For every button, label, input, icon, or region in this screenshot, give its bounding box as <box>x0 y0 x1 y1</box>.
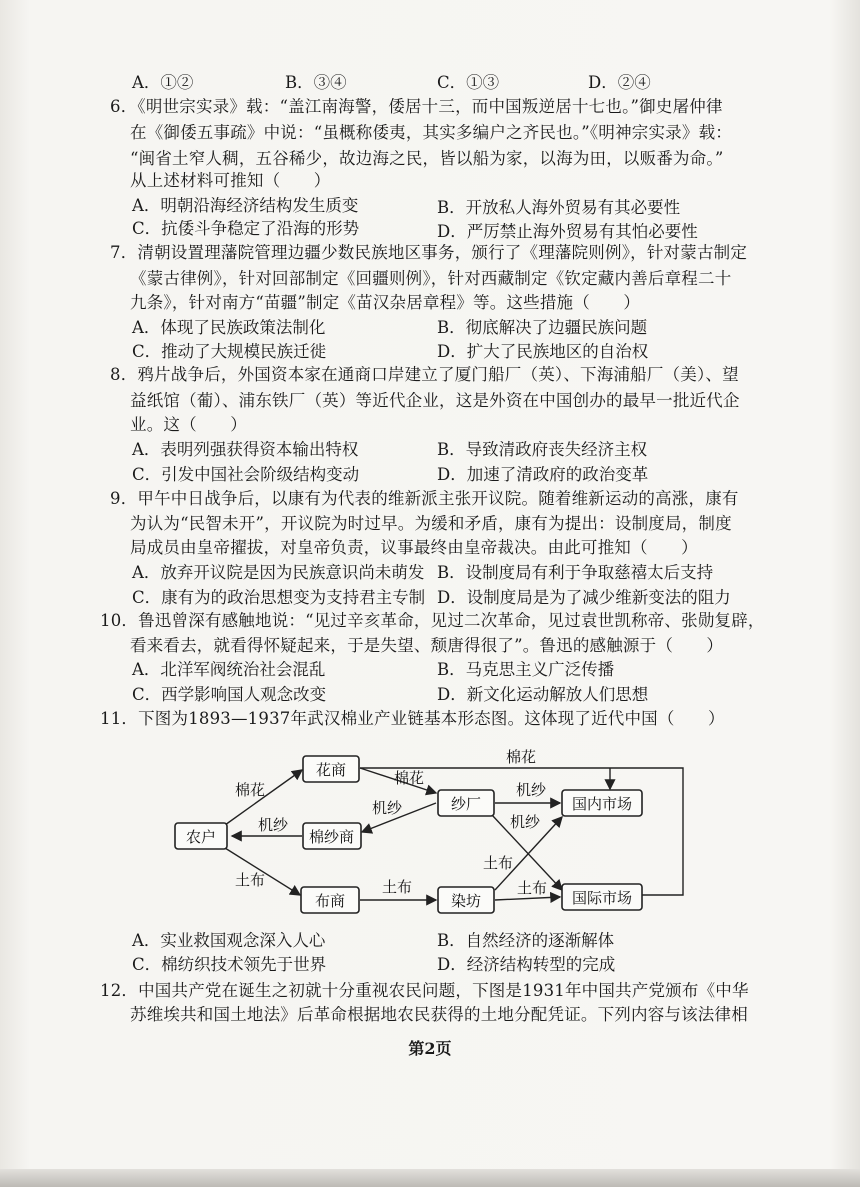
q10-option-a: A．北洋军阀统治社会混乱 <box>132 660 326 679</box>
q6-option-d: D．严厉禁止海外贸易有其怕必要性 <box>437 222 698 241</box>
q9-line-3: 局成员由皇帝擢拔，对皇帝负责，议事最终由皇帝裁决。由此可推知（ ） <box>130 538 698 557</box>
q7-option-a: A．体现了民族政策法制化 <box>132 318 326 337</box>
q10-line-2: 看来看去，就看得怀疑起来，于是失望、颓唐得很了”。鲁迅的感触源于（ ） <box>130 636 724 655</box>
label-farmer-cotton: 棉花 <box>235 781 266 799</box>
q8-line-2: 益纸馆（葡）、浦东铁厂（英）等近代企业，这是外资在中国创办的最早一批近代企 <box>130 391 740 410</box>
node-domestic: 国内市场 <box>572 795 633 813</box>
q11-option-b: B．自然经济的逐渐解体 <box>437 931 615 950</box>
q10-line-1: 10．鲁迅曾深有感触地说：“见过辛亥革命，见过二次革命，见过袁世凯称帝、张勋复辟， <box>100 611 765 630</box>
q8-option-a: A．表明列强获得资本输出特权 <box>132 440 359 459</box>
label-mill-yarn: 机纱 <box>372 799 403 817</box>
label-mill-international: 机纱 <box>510 813 541 831</box>
label-top-cotton: 棉花 <box>506 748 537 766</box>
node-international: 国际市场 <box>572 889 633 907</box>
label-farmer-cloth: 土布 <box>235 871 266 889</box>
q11-option-a: A．实业救国观念深入人心 <box>132 931 326 950</box>
q11-option-c: C．棉纺织技术领先于世界 <box>132 955 327 974</box>
q9-option-a: A．放弃开议院是因为民族意识尚未萌发 <box>132 563 425 582</box>
q8-line-1: 8．鸦片战争后，外国资本家在通商口岸建立了厦门船厂（英）、下海浦船厂（美）、望 <box>110 365 739 384</box>
q11-line-1: 11．下图为1893—1937年武汉棉业产业链基本形态图。这体现了近代中国（ ） <box>100 709 725 728</box>
q10-option-c: C．西学影响国人观念改变 <box>132 685 327 704</box>
scan-bottom-edge <box>0 1169 860 1187</box>
q8-line-3: 业。这（ ） <box>130 415 247 434</box>
q6-option-c: C．抗倭斗争稳定了沿海的形势 <box>132 219 360 238</box>
q7-option-d: D．扩大了民族地区的自治权 <box>437 342 649 361</box>
q8-option-d: D．加速了清政府的政治变革 <box>437 465 649 484</box>
q11-option-d: D．经济结构转型的完成 <box>437 955 616 974</box>
q9-option-d: D．设制度局是为了减少维新变法的阻力 <box>437 588 731 607</box>
q9-line-2: 为认为“民智未开”，开议院为时过早。为缓和矛盾，康有为提出：设制度局，制度 <box>130 514 732 533</box>
node-cotton-merchant: 花商 <box>316 761 347 779</box>
q5-option-d: D．②④ <box>588 73 651 92</box>
q10-option-d: D．新文化运动解放人们思想 <box>437 685 649 704</box>
q12-line-2: 苏维埃共和国土地法》后革命根据地农民获得的土地分配凭证。下列内容与该法律相 <box>130 1005 748 1024</box>
q7-line-2: 《蒙古律例》，针对回部制定《回疆则例》，针对西藏制定《钦定藏内善后章程二十 <box>130 269 732 288</box>
q7-line-3: 九条》，针对南方“苗疆”制定《苗汉杂居章程》等。这些措施（ ） <box>130 293 641 312</box>
q9-option-c: C．康有为的政治思想变为支持君主专制 <box>132 588 426 607</box>
edge-dyehouse-to-international <box>495 897 560 900</box>
node-mill: 纱厂 <box>451 795 482 813</box>
q12-line-1: 12．中国共产党在诞生之初就十分重视农民问题，下图是1931年中国共产党颁布《中华 <box>100 981 749 1000</box>
node-cloth-merchant: 布商 <box>315 892 346 910</box>
q7-option-c: C．推动了大规模民族迁徙 <box>132 342 327 361</box>
q6-option-a: A．明朝沿海经济结构发生质变 <box>132 196 359 215</box>
q9-option-b: B．设制度局有利于争取慈禧太后支持 <box>437 563 714 582</box>
q7-option-b: B．彻底解决了边疆民族问题 <box>437 318 648 337</box>
label-dye-domestic: 土布 <box>483 854 514 872</box>
q6-line-4: 从上述材料可推知（ ） <box>130 171 331 190</box>
node-dyehouse: 染坊 <box>451 892 482 910</box>
q5-option-b: B．③④ <box>285 73 347 92</box>
label-dye-international: 土布 <box>517 879 548 897</box>
q7-line-1: 7．清朝设置理藩院管理边疆少数民族地区事务，颁行了《理藩院则例》，针对蒙古制定 <box>110 243 748 262</box>
node-farmer: 农户 <box>186 828 217 846</box>
q5-option-a: A．①② <box>132 73 194 92</box>
q5-option-c: C．①③ <box>437 73 500 92</box>
label-mill-domestic: 机纱 <box>516 781 547 799</box>
page-number: 第2页 <box>408 1039 452 1058</box>
cotton-industry-chain-diagram <box>170 745 690 920</box>
label-yarn-farmer: 机纱 <box>258 816 289 834</box>
q6-option-b: B．开放私人海外贸易有其必要性 <box>437 198 681 217</box>
q10-option-b: B．马克思主义广泛传播 <box>437 660 615 679</box>
q6-line-1: 6．《明世宗实录》载：“盖江南海警，倭居十三，而中国叛逆居十七也。”御史屠仲律 <box>110 97 723 116</box>
label-merchant-cotton: 棉花 <box>394 769 425 787</box>
q8-option-c: C．引发中国社会阶级结构变动 <box>132 465 360 484</box>
q6-line-2: 在《御倭五事疏》中说：“虽概称倭夷，其实多编户之齐民也。”《明神宗实录》载： <box>130 123 732 142</box>
node-yarn-merchant: 棉纱商 <box>309 828 355 846</box>
label-cloth-dye: 土布 <box>382 878 413 896</box>
q6-line-3: “闽省土窄人稠，五谷稀少，故边海之民，皆以船为家，以海为田，以贩番为命。” <box>130 149 724 168</box>
q8-option-b: B．导致清政府丧失经济主权 <box>437 440 648 459</box>
q9-line-1: 9．甲午中日战争后，以康有为代表的维新派主张开议院。随着维新运动的高涨，康有 <box>110 489 739 508</box>
